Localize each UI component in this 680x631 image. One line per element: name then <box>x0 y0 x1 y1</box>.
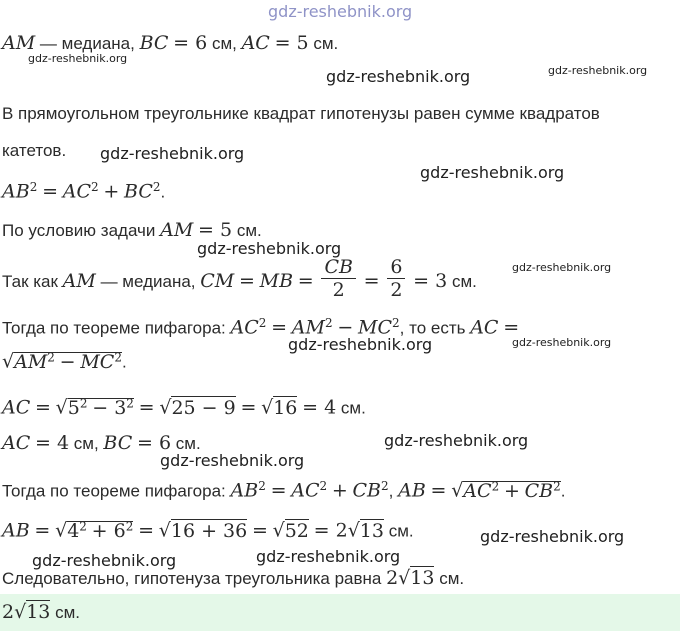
median-line: Так как AM — медиана, CM = MB = $\frac{CB}{2}$ = $\frac{6}{2}$ = 3 см. <box>2 256 477 301</box>
theorem-line-1-cont: $√AM^2 - MC^2$. <box>2 350 127 373</box>
watermark: gdz-reshebnik.org <box>512 336 612 349</box>
given-line: AM — медиана, BC = 6 см, AC = 5 см. <box>2 32 339 54</box>
conclusion-line: Следовательно, гипотенуза треугольника равна 2√13 см. <box>2 567 465 589</box>
pythagoras-statement-cont: катетов. <box>2 141 67 160</box>
sides-summary: AC = 4 см, BC = 6 см. <box>2 432 201 454</box>
ac-calc: AC = $√5^2 - 3^2 = √25 - 9 = √16 = 4$ см. <box>2 396 366 419</box>
watermark-top: gdz-reshebnik.org <box>268 2 413 21</box>
watermark: gdz-reshebnik.org <box>28 52 128 65</box>
watermark: gdz-reshebnik.org <box>197 239 342 258</box>
watermark: gdz-reshebnik.org <box>326 67 471 86</box>
pythagoras-statement: В прямоугольном треугольнике квадрат гипотенузы равен сумме квадратов <box>2 104 600 123</box>
watermark: gdz-reshebnik.org <box>288 335 433 354</box>
formula-ab: $AB^2 = AC^2 + BC^2$. <box>2 180 166 203</box>
watermark: gdz-reshebnik.org <box>160 451 305 470</box>
watermark: gdz-reshebnik.org <box>256 547 401 566</box>
watermark: gdz-reshebnik.org <box>100 144 245 163</box>
answer-line: 2√13 см. <box>2 601 81 623</box>
watermark: gdz-reshebnik.org <box>512 261 612 274</box>
ab-calc: AB = $√4^2 + 6^2 = √16 + 36 = √52 = 2√13$ см. <box>2 519 414 542</box>
theorem-line-1: Тогда по теореме пифагора: $AC^2 = AM^2 - MC^2$, то есть AC = <box>2 316 520 339</box>
condition-am: По условию задачи AM = 5 см. <box>2 219 262 241</box>
theorem-line-2: Тогда по теореме пифагора: $AB^2 = AC^2 + CB^2$, AB = $√AC^2 + CB^2$. <box>2 479 566 502</box>
watermark: gdz-reshebnik.org <box>32 551 177 570</box>
watermark: gdz-reshebnik.org <box>548 64 648 77</box>
watermark: gdz-reshebnik.org <box>420 163 565 182</box>
answer-highlight <box>0 594 680 631</box>
watermark: gdz-reshebnik.org <box>384 431 529 450</box>
watermark: gdz-reshebnik.org <box>480 527 625 546</box>
